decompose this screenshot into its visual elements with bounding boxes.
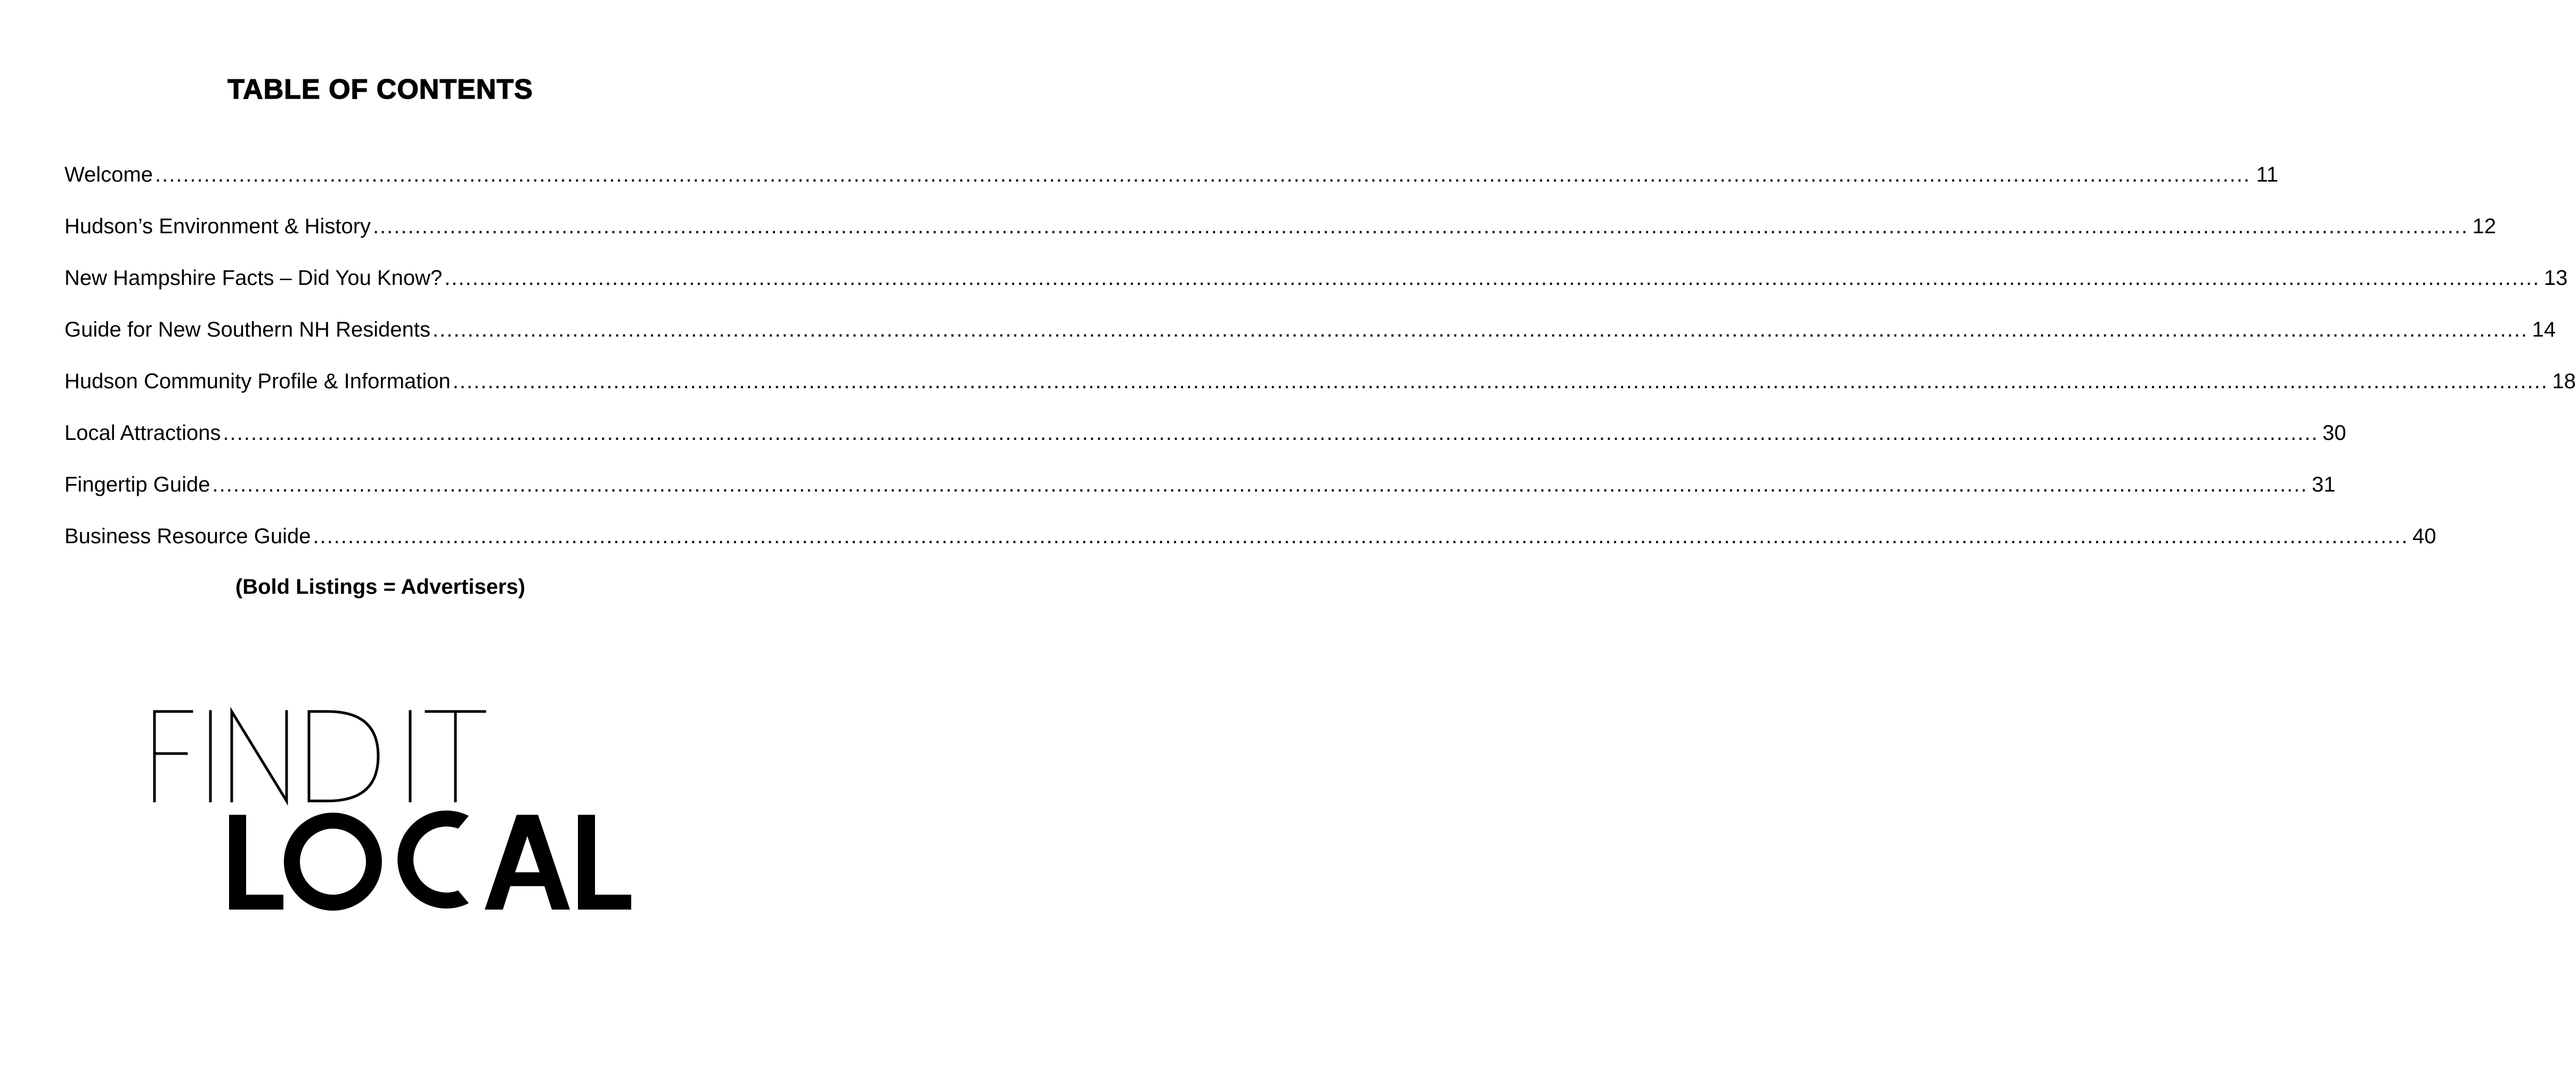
toc-entry-label: Welcome <box>64 163 153 186</box>
toc-entry-new-residents-guide[interactable] <box>64 310 2556 362</box>
toc-page-number: 31 <box>2311 473 2336 496</box>
toc-dot-leader: ............................................................................................................................................................................................................................................................................................................ <box>223 421 2319 445</box>
toc-entry-label: Fingertip Guide <box>64 473 210 496</box>
toc-entry-local-attractions[interactable] <box>64 414 2346 465</box>
toc-page-number: 12 <box>2472 215 2497 238</box>
advertisers-note: (Bold Listings = Advertisers) <box>235 575 526 599</box>
toc-page-number: 18 <box>2552 370 2576 393</box>
toc-entry-label: Business Resource Guide <box>64 525 311 548</box>
toc-dot-leader: ............................................................................................................................................................................................................................................................................................................ <box>212 473 2308 496</box>
toc-entry-label: Hudson’s Environment & History <box>64 215 371 238</box>
find-it-local-logo-art <box>144 703 634 916</box>
find-it-local-logo <box>144 703 634 916</box>
toc-entry-business-resource-guide[interactable] <box>64 517 2436 569</box>
toc-entry-environment-history[interactable] <box>64 207 2497 259</box>
toc-page-number: 40 <box>2412 525 2436 548</box>
toc-dot-leader: ............................................................................................................................................................................................................................................................................................................ <box>444 266 2540 290</box>
toc-dot-leader: ............................................................................................................................................................................................................................................................................................................ <box>433 318 2528 341</box>
toc-entry-label: Guide for New Southern NH Residents <box>64 318 430 341</box>
toc-entry-label: Hudson Community Profile & Information <box>64 370 451 393</box>
toc-entry-welcome[interactable] <box>64 156 2278 207</box>
toc-entry-label: Local Attractions <box>64 421 221 445</box>
toc-page-number: 13 <box>2544 266 2568 290</box>
logo-line-local <box>229 811 631 911</box>
toc-entry-community-profile[interactable] <box>64 362 2576 414</box>
logo-line-find-it <box>154 711 485 801</box>
toc-dot-leader: ............................................................................................................................................................................................................................................................................................................ <box>154 163 2251 186</box>
table-of-contents <box>64 156 2576 569</box>
toc-page-number: 14 <box>2532 318 2556 341</box>
toc-page-number: 30 <box>2322 421 2346 445</box>
toc-entry-label: New Hampshire Facts – Did You Know? <box>64 266 443 290</box>
page-title: TABLE OF CONTENTS <box>227 74 533 105</box>
toc-dot-leader: ............................................................................................................................................................................................................................................................................................................ <box>373 215 2469 238</box>
toc-entry-nh-facts[interactable] <box>64 259 2568 310</box>
toc-entry-fingertip-guide[interactable] <box>64 465 2336 517</box>
toc-page-number: 11 <box>2256 163 2278 186</box>
toc-dot-leader: ............................................................................................................................................................................................................................................................................................................ <box>313 525 2409 548</box>
toc-dot-leader: ............................................................................................................................................................................................................................................................................................................ <box>452 370 2548 393</box>
